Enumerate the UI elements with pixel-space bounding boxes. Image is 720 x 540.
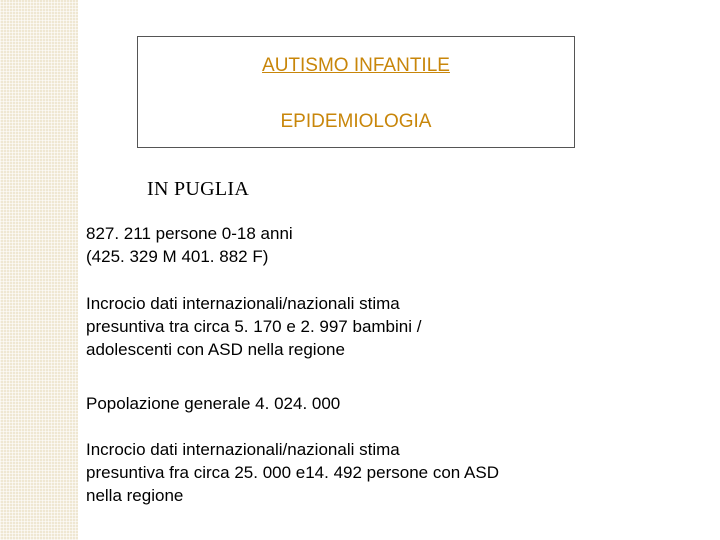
text-line: presuntiva tra circa 5. 170 e 2. 997 bambini / <box>86 317 422 336</box>
decorative-side-strip <box>0 0 78 540</box>
text-line: Incrocio dati internazionali/nazionali stima <box>86 294 400 313</box>
text-line: 827. 211 persone 0-18 anni <box>86 224 293 243</box>
text-line: Incrocio dati internazionali/nazionali stima <box>86 440 400 459</box>
estimate-children-paragraph <box>86 292 646 361</box>
general-population-paragraph <box>86 392 646 415</box>
text-line: (425. 329 M 401. 882 F) <box>86 247 269 266</box>
text-line: adolescenti con ASD nella regione <box>86 340 345 359</box>
estimate-total-paragraph <box>86 438 646 507</box>
region-heading: IN PUGLIA <box>147 178 250 200</box>
slide-title: AUTISMO INFANTILE <box>262 55 450 76</box>
text-line: nella regione <box>86 486 184 505</box>
slide-subtitle: EPIDEMIOLOGIA <box>280 111 432 132</box>
text-line: Popolazione generale 4. 024. 000 <box>86 394 341 413</box>
text-line: presuntiva fra circa 25. 000 e14. 492 persone con ASD <box>86 463 499 482</box>
population-paragraph <box>86 222 646 268</box>
title-box <box>137 36 575 148</box>
